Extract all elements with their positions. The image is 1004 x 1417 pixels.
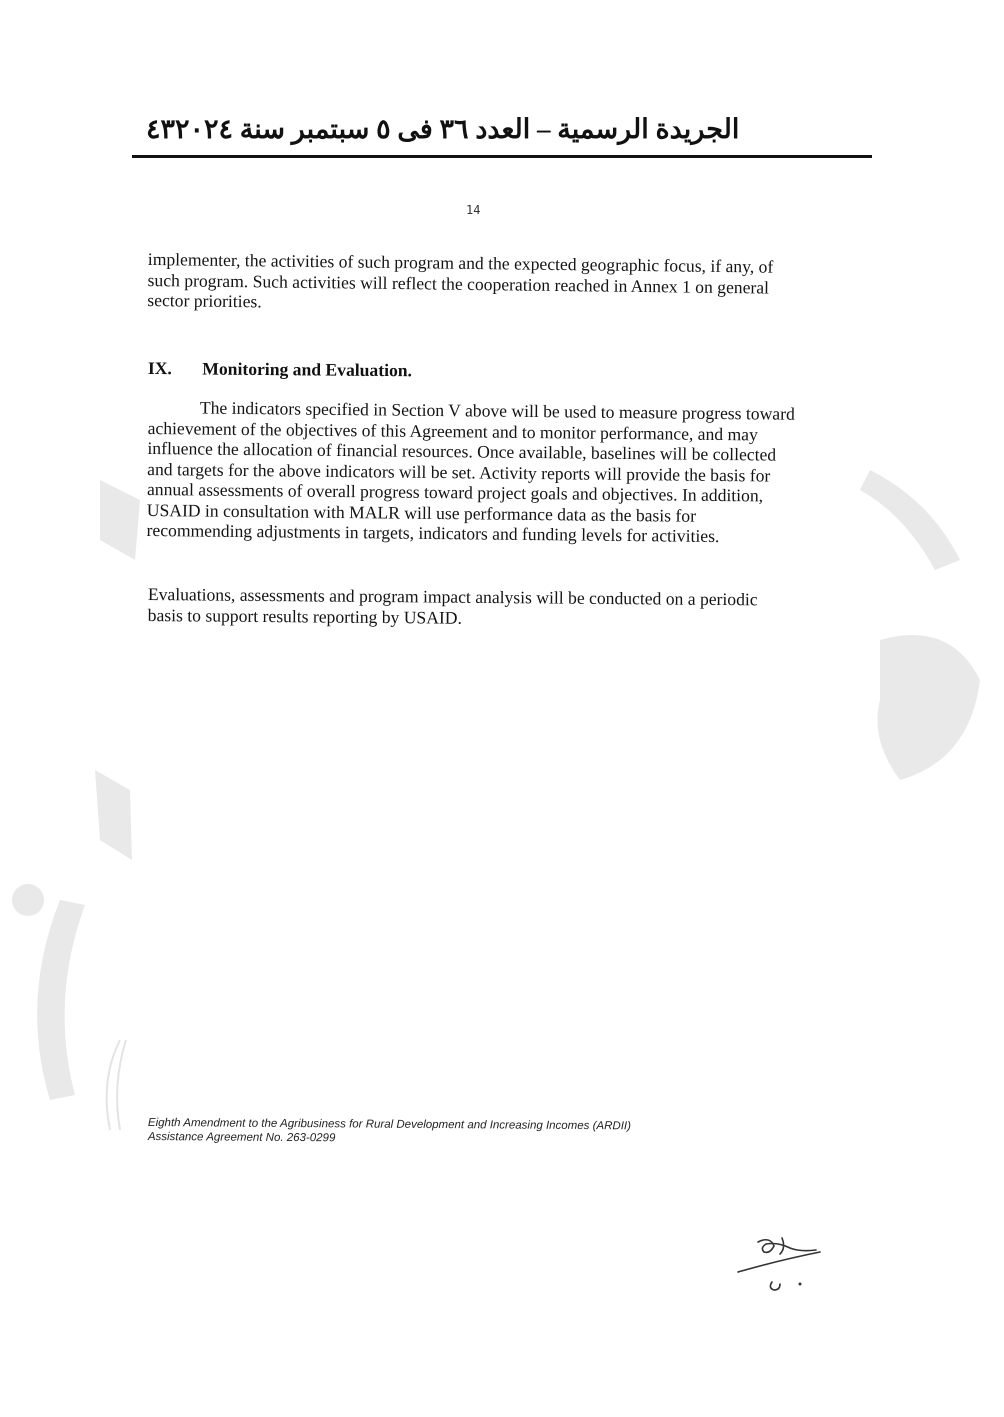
footer-line-agreement: Eighth Amendment to the Agribusiness for Rural Development and Increasing Incomes (ARDII) bbox=[147, 1117, 632, 1133]
paragraph-evaluations: Evaluations, assessments and program impact analysis will be conducted on a periodic basis to support results reporting by USAID. bbox=[147, 584, 758, 628]
document-footer bbox=[148, 1116, 668, 1148]
document-page-number: 14 bbox=[466, 203, 481, 217]
handwritten-annotation bbox=[730, 1232, 830, 1302]
paragraph-indicators: The indicators specified in Section V above will be used to measure progress toward achievement of the objectives of this Agreement and to monitor performance, and may influence the allocation of financial resources. Once available, baselines will be collected and targets for the above indicators will be set. Activity reports will provide the basis for annual assessments of overall progress toward project goals and objectives. In addition, USAID in consultation with MALR will use performance data as the basis for recommending adjustments in targets, indicators and funding levels for activities. bbox=[146, 397, 795, 546]
section-heading bbox=[148, 358, 412, 381]
header-divider bbox=[132, 155, 872, 158]
section-title: Monitoring and Evaluation. bbox=[202, 358, 413, 381]
paragraph-implementer: implementer, the activities of such program and the expected geographic focus, if any, of such program. Such activities will reflect the cooperation reached in Annex 1 on general sector priorities. bbox=[147, 249, 774, 312]
footer-line-number: Assistance Agreement No. 263-0299 bbox=[147, 1130, 336, 1145]
gazette-title: الجريدة الرسمية – العدد ٣٦ فى ٥ سبتمبر سنة ٢٠٢٤ bbox=[175, 114, 740, 144]
gazette-page-number: ٤٣ bbox=[146, 114, 176, 144]
gazette-header bbox=[132, 114, 872, 145]
section-number: IX. bbox=[147, 358, 172, 379]
